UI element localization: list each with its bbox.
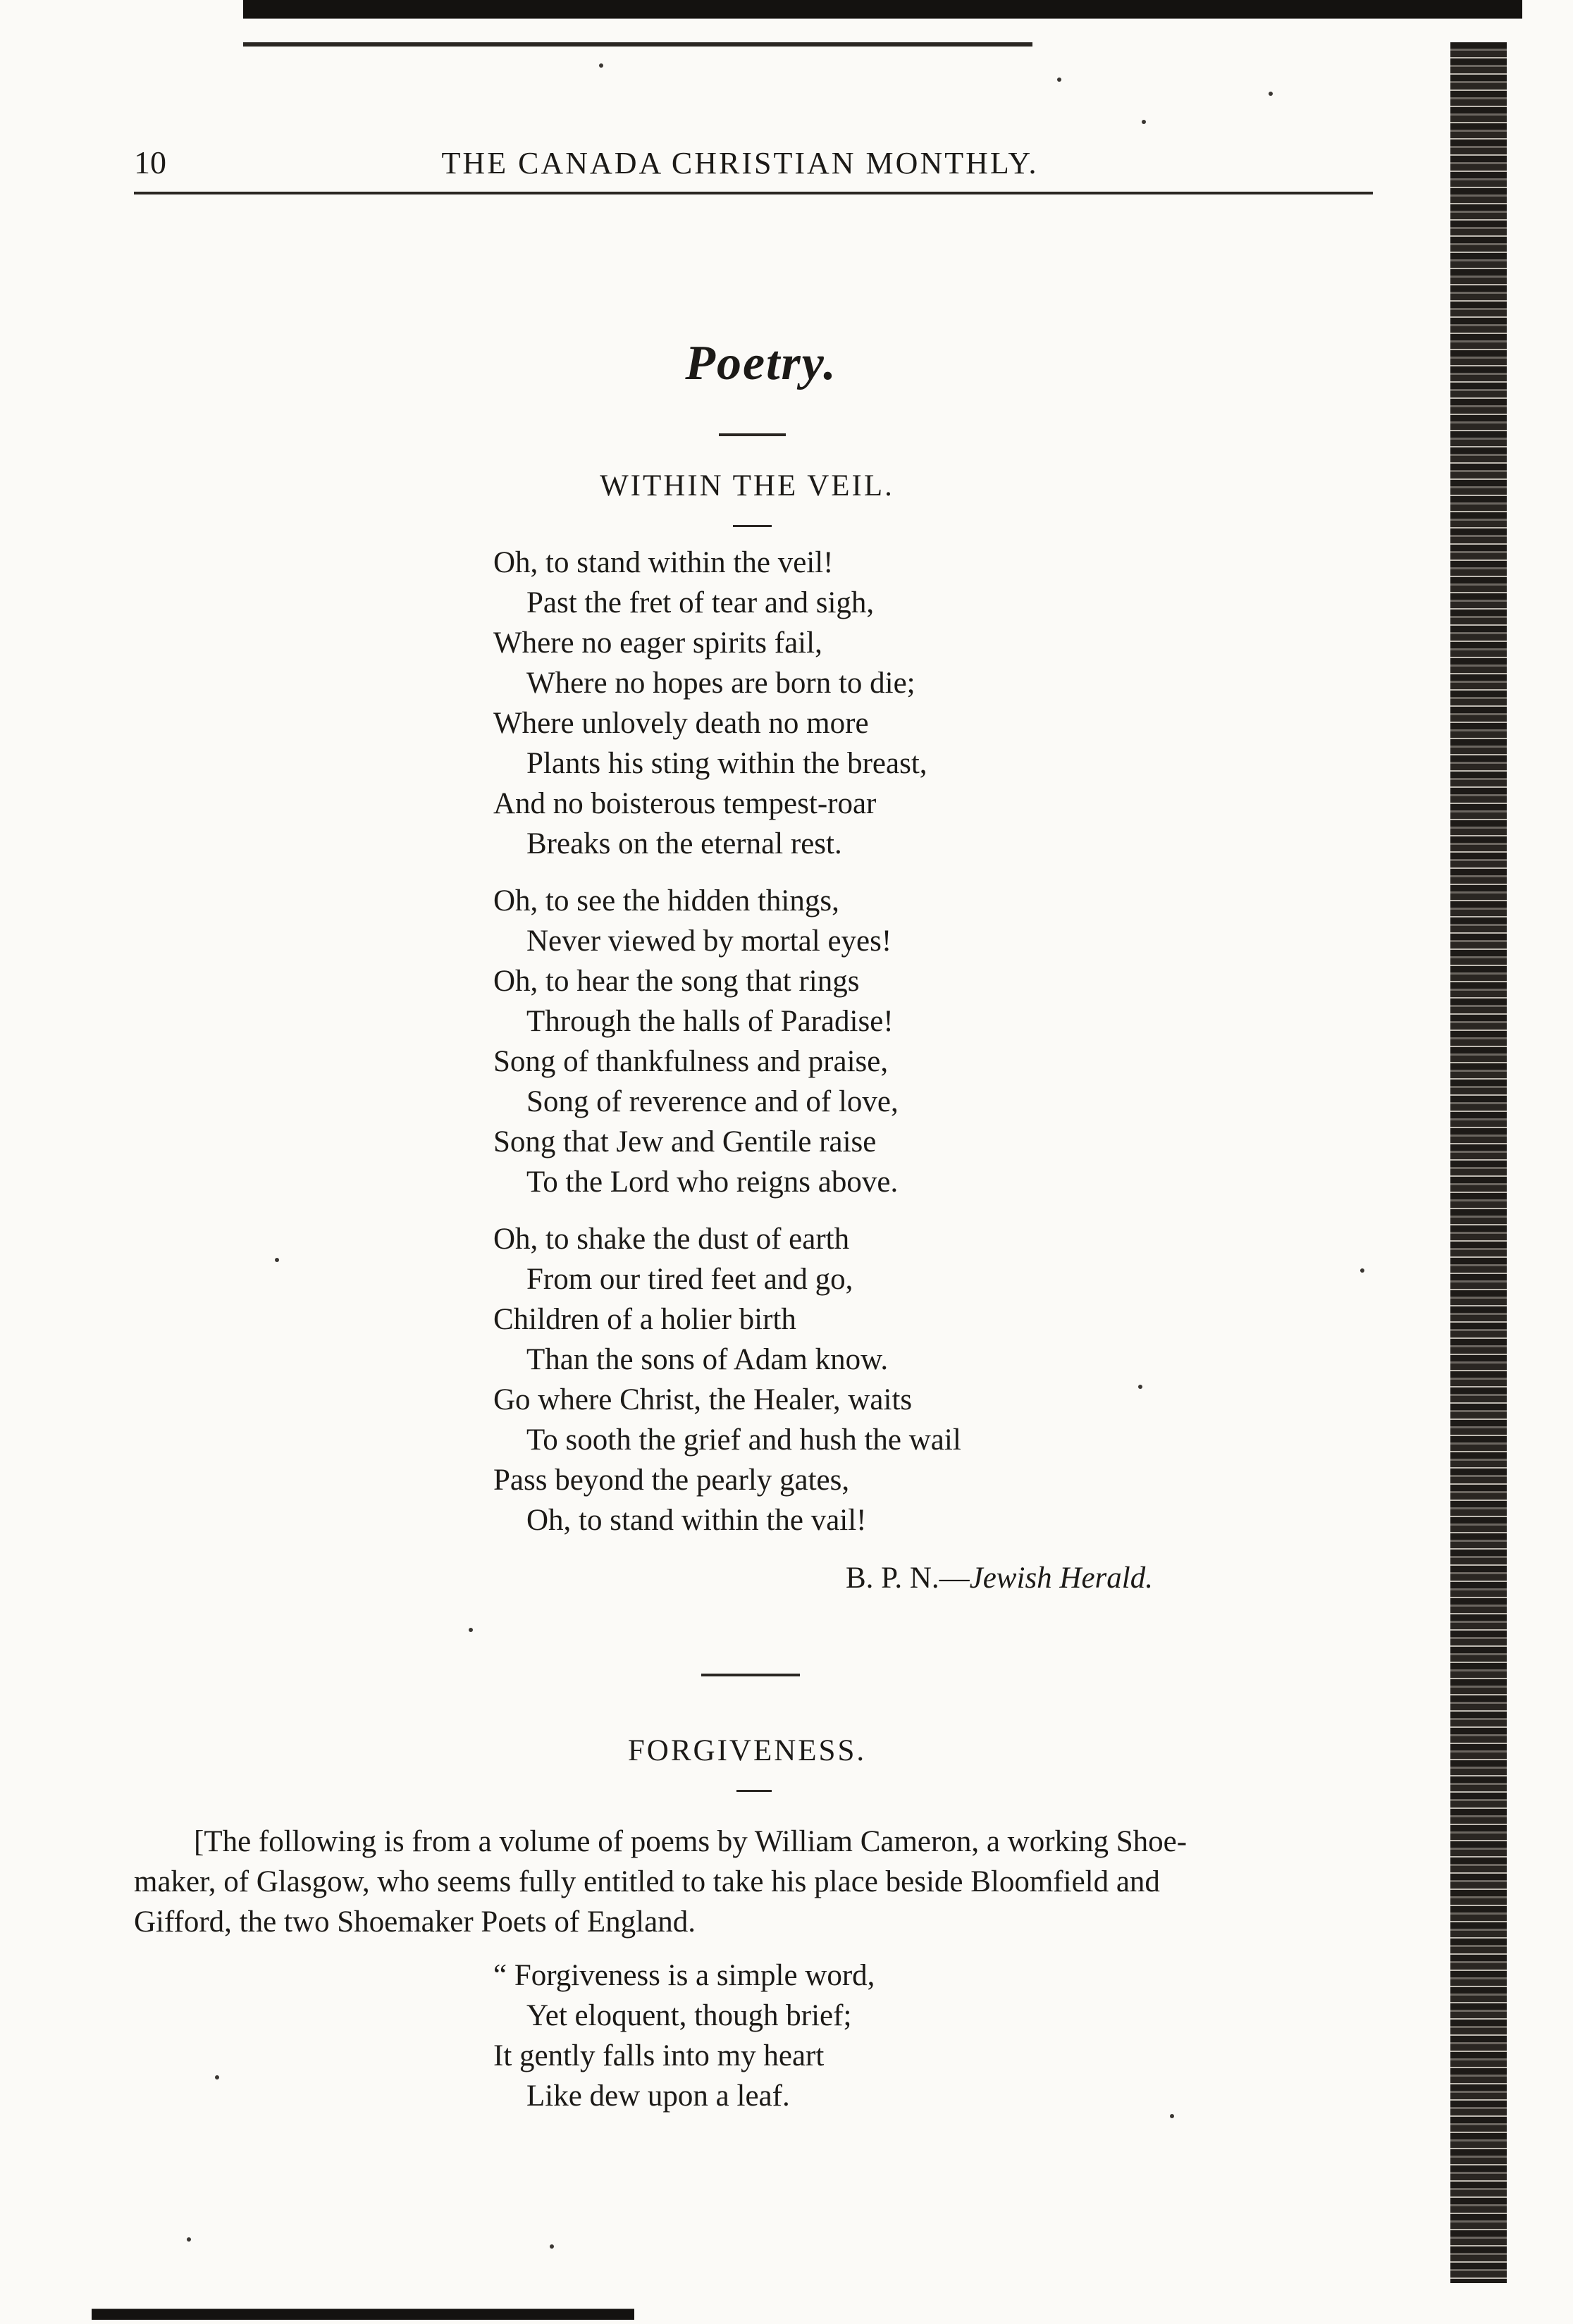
title-divider bbox=[736, 1790, 772, 1792]
print-speck bbox=[469, 1628, 473, 1632]
verse-line: Past the fret of tear and sigh, bbox=[526, 586, 875, 619]
poem-body bbox=[493, 1955, 875, 2116]
print-speck bbox=[1269, 92, 1273, 96]
page-edge-border bbox=[1450, 42, 1507, 2283]
verse-line: Children of a holier birth bbox=[493, 1303, 796, 1336]
bottom-border-rule bbox=[92, 2301, 634, 2320]
verse-line: Through the halls of Paradise! bbox=[526, 1005, 894, 1038]
running-title: THE CANADA CHRISTIAN MONTHLY. bbox=[441, 146, 1039, 180]
verse-line: Oh, to stand within the veil! bbox=[493, 546, 834, 579]
poem-title: FORGIVENESS. bbox=[627, 1734, 867, 1767]
verse-line: Oh, to see the hidden things, bbox=[493, 884, 839, 917]
verse-line: Yet eloquent, though brief; bbox=[526, 1999, 852, 2032]
verse-line: Song of thankfulness and praise, bbox=[493, 1045, 889, 1078]
verse-line: From our tired feet and go, bbox=[526, 1263, 853, 1296]
poem-attribution bbox=[846, 1561, 1153, 1595]
print-speck bbox=[275, 1258, 279, 1262]
section-divider bbox=[719, 433, 786, 436]
poem-intro bbox=[134, 1822, 1374, 1942]
top-border-rule bbox=[243, 0, 1522, 31]
print-speck bbox=[1142, 120, 1146, 124]
print-speck bbox=[215, 2075, 219, 2079]
intro-line: maker, of Glasgow, who seems fully entitled to take his place beside Bloomfield and bbox=[134, 1865, 1160, 1898]
verse-line: Breaks on the eternal rest. bbox=[526, 827, 842, 860]
verse-line: To sooth the grief and hush the wail bbox=[526, 1423, 961, 1457]
verse-line: Where no eager spirits fail, bbox=[493, 626, 822, 660]
poem-title: WITHIN THE VEIL. bbox=[600, 469, 894, 502]
header-rule bbox=[134, 192, 1373, 194]
intro-line: [The following is from a volume of poems by William Cameron, a working Shoe- bbox=[194, 1825, 1188, 1858]
print-speck bbox=[1360, 1268, 1364, 1273]
verse-line: Song that Jew and Gentile raise bbox=[493, 1125, 877, 1158]
verse-line: Where no hopes are born to die; bbox=[526, 667, 915, 700]
print-speck bbox=[1170, 2114, 1174, 2118]
verse-line: Oh, to shake the dust of earth bbox=[493, 1223, 850, 1256]
verse-line: Than the sons of Adam know. bbox=[526, 1343, 889, 1376]
title-divider bbox=[733, 525, 772, 527]
stanza bbox=[493, 881, 961, 1202]
poem-body bbox=[493, 543, 961, 1557]
verse-line: Go where Christ, the Healer, waits bbox=[493, 1383, 913, 1416]
verse-line: Song of reverence and of love, bbox=[526, 1085, 899, 1118]
print-speck bbox=[599, 63, 603, 68]
verse-line: To the Lord who reigns above. bbox=[526, 1166, 899, 1199]
verse-line: Pass beyond the pearly gates, bbox=[493, 1464, 850, 1497]
page-number: 10 bbox=[134, 144, 166, 180]
verse-line: And no boisterous tempest-roar bbox=[493, 787, 877, 820]
verse-line: Oh, to hear the song that rings bbox=[493, 965, 860, 998]
verse-line: Oh, to stand within the vail! bbox=[526, 1504, 867, 1537]
poem-separator bbox=[701, 1674, 800, 1676]
verse-line: “ Forgiveness is a simple word, bbox=[493, 1959, 875, 1992]
print-speck bbox=[550, 2244, 554, 2249]
verse-line: It gently falls into my heart bbox=[493, 2039, 825, 2072]
verse-line: Like dew upon a leaf. bbox=[526, 2079, 790, 2113]
verse-line: Where unlovely death no more bbox=[493, 707, 869, 740]
attribution-source: Jewish Herald. bbox=[969, 1562, 1153, 1595]
stanza bbox=[493, 1219, 961, 1540]
print-speck bbox=[187, 2237, 191, 2242]
stanza bbox=[493, 543, 961, 864]
print-speck bbox=[1138, 1385, 1142, 1389]
intro-line: Gifford, the two Shoemaker Poets of England. bbox=[134, 1905, 696, 1939]
print-speck bbox=[1057, 78, 1061, 82]
attribution-author: B. P. N.— bbox=[846, 1562, 970, 1595]
top-border-rule-thin bbox=[243, 42, 1032, 47]
verse-line: Plants his sting within the breast, bbox=[526, 747, 927, 780]
verse-line: Never viewed by mortal eyes! bbox=[526, 925, 892, 958]
section-title: Poetry. bbox=[685, 336, 837, 390]
